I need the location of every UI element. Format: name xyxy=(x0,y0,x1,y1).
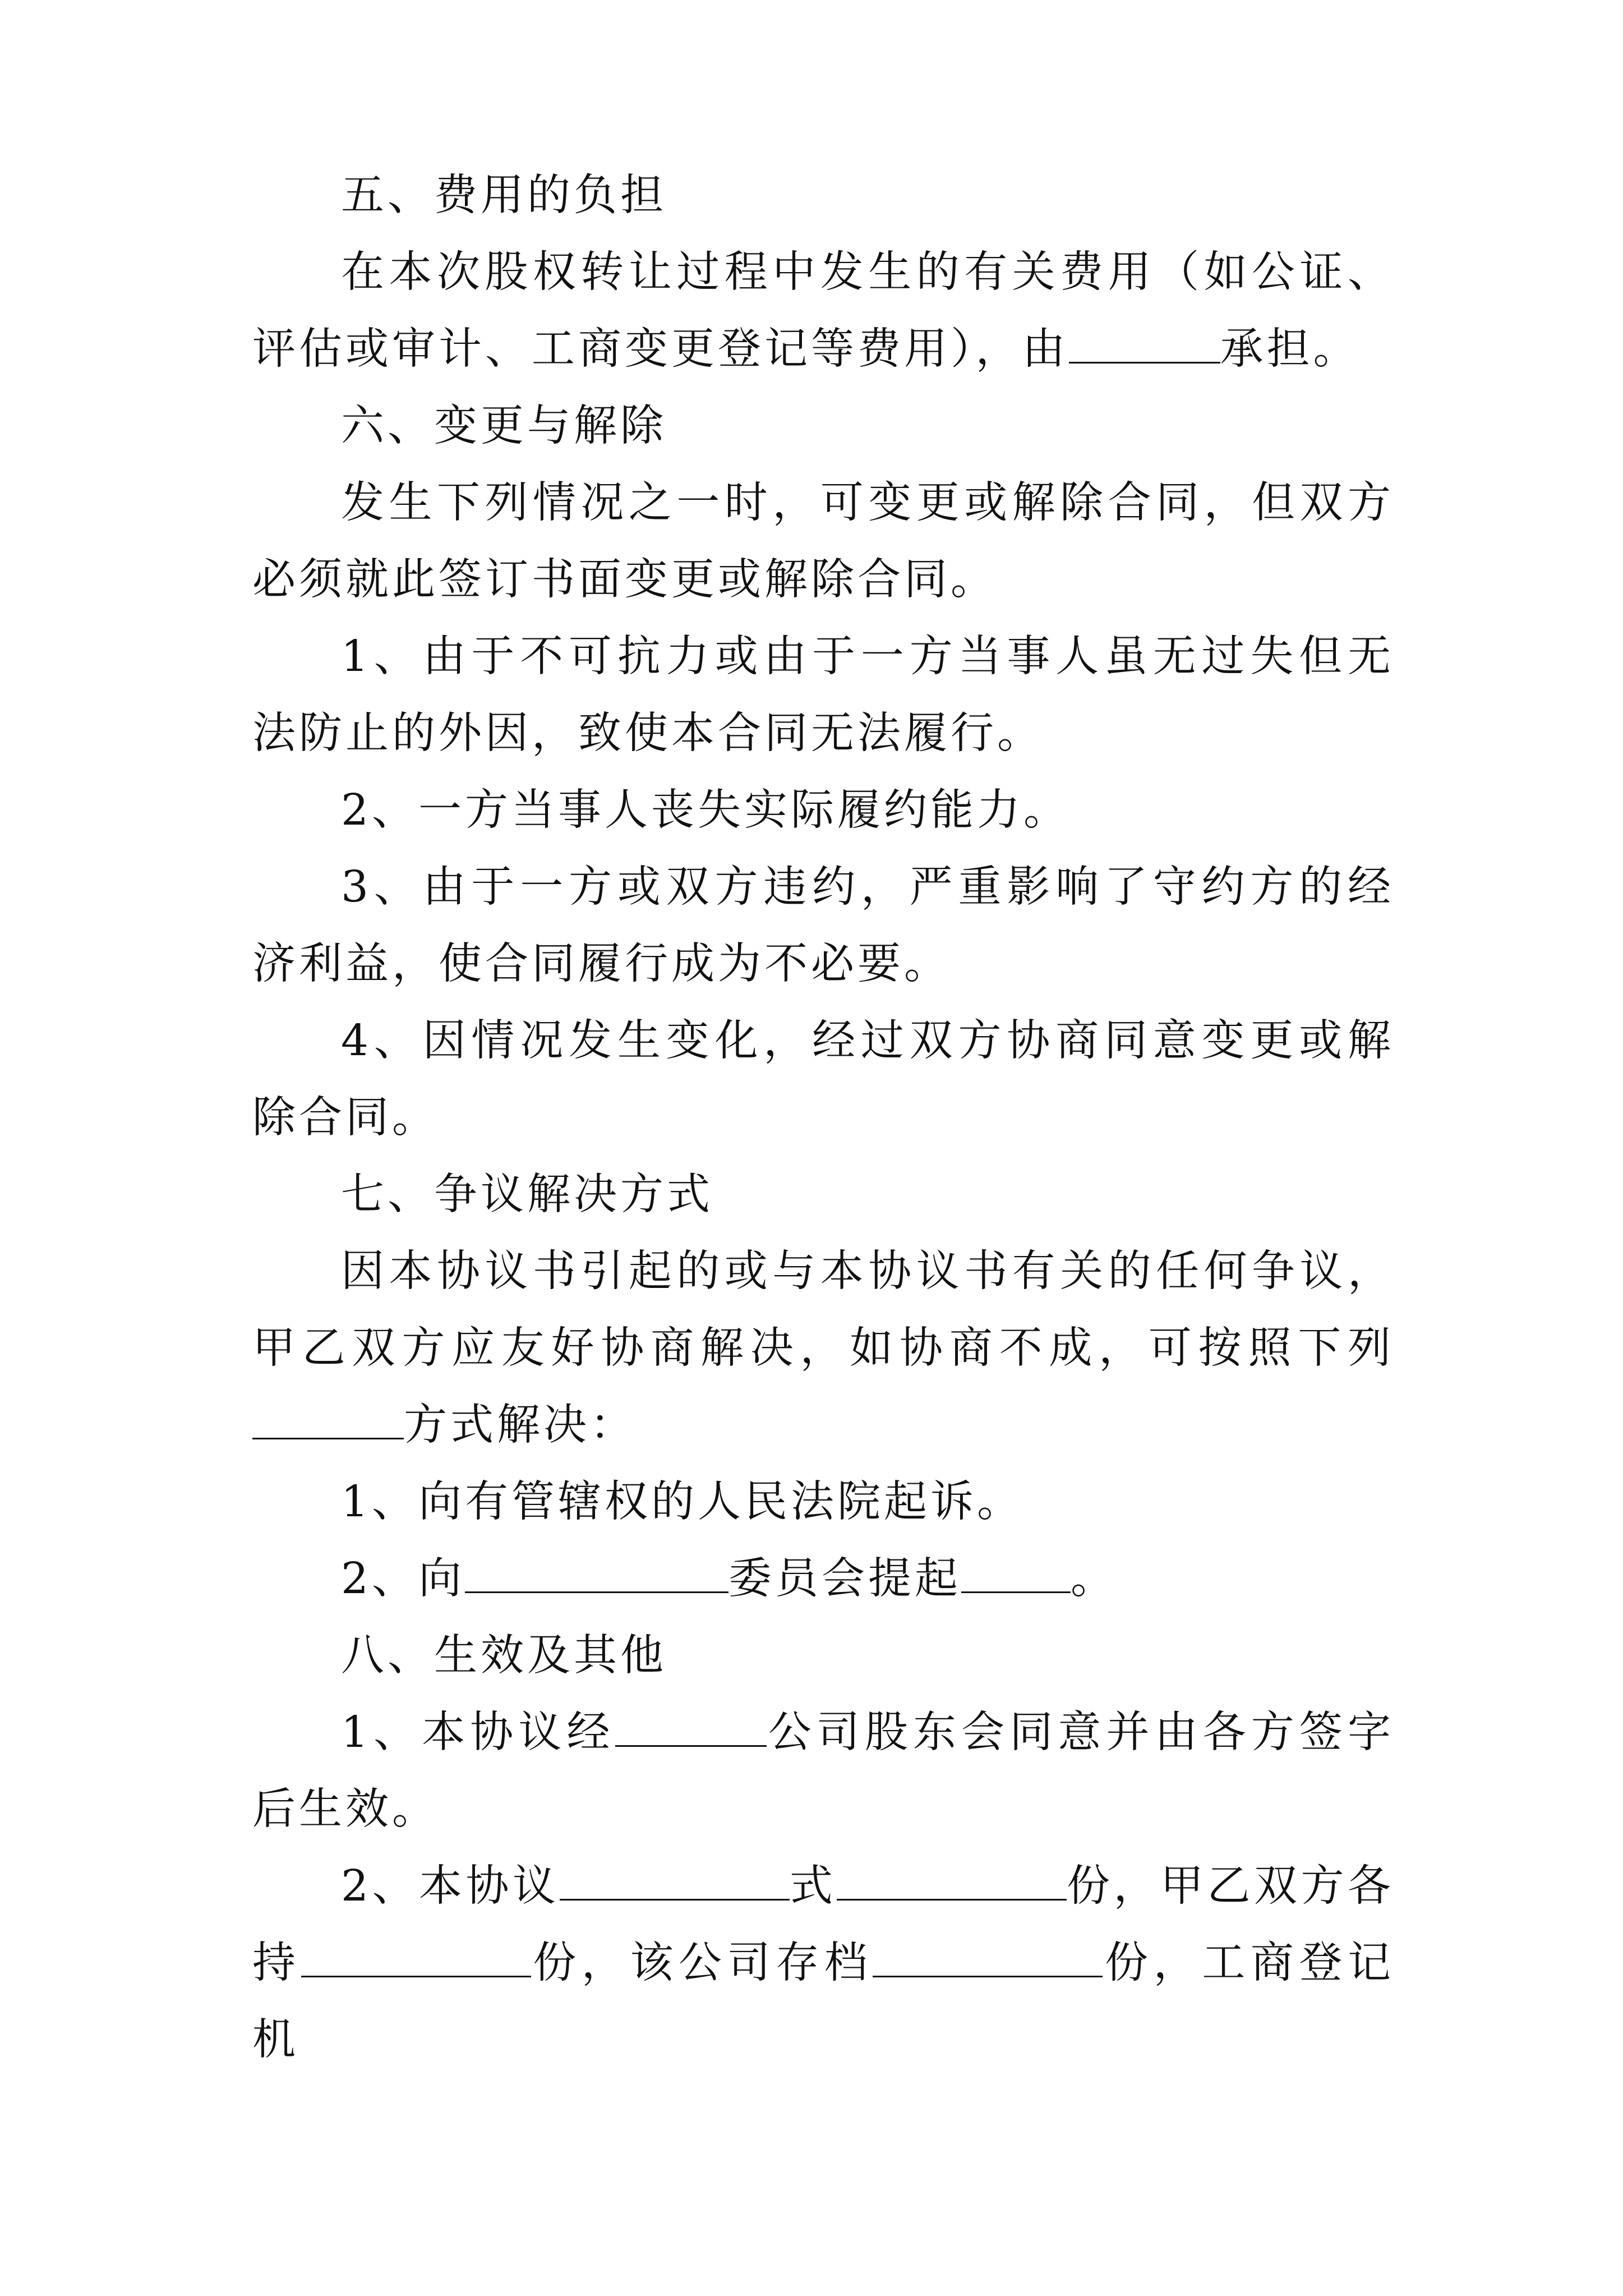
dispute-option-2 xyxy=(252,1540,1394,1617)
text-segment: 在本次股权转让过程中发生的有关费用（如公证、评估或审计、工商变更登记等费用），由 xyxy=(252,247,1394,374)
text-segment: 1、本协议经 xyxy=(341,1708,615,1757)
section-heading-fees: 五、费用的负担 xyxy=(341,171,667,220)
text-segment: 方式解决： xyxy=(404,1400,637,1450)
blank-field xyxy=(301,1935,531,1977)
blank-field xyxy=(465,1551,728,1593)
text-segment: 。 xyxy=(1071,1554,1117,1604)
blank-field xyxy=(1069,321,1220,364)
section-heading-effectiveness: 八、生效及其他 xyxy=(341,1631,667,1681)
text-segment: 份，该公司存档 xyxy=(531,1938,873,1988)
list-item-4: 4、因情况发生变化，经过双方协商同意变更或解除合同。 xyxy=(252,1016,1394,1143)
blank-field xyxy=(560,1858,790,1901)
text-segment: 因本协议书引起的或与本协议书有关的任何争议，甲乙双方应友好协商解决，如协商不成，可按照下列 xyxy=(252,1246,1394,1373)
text-segment: 委员会提起 xyxy=(728,1554,961,1604)
effectiveness-item-2 xyxy=(252,1848,1394,2078)
text-segment: 承担。 xyxy=(1220,324,1360,374)
text-segment: 2、本协议 xyxy=(341,1861,560,1911)
blank-field xyxy=(873,1935,1103,1977)
blank-field xyxy=(961,1551,1071,1593)
text-segment: 份，工商登记机 xyxy=(252,1938,1395,2065)
paragraph-dispute xyxy=(252,1233,1394,1464)
text-segment: 式 xyxy=(789,1861,837,1911)
blank-field xyxy=(615,1705,767,1747)
document-page xyxy=(252,157,1394,2078)
section-heading-dispute: 七、争议解决方式 xyxy=(341,1170,713,1220)
list-item-1: 1、由于不可抗力或由于一方当事人虽无过失但无法防止的外因，致使本合同无法履行。 xyxy=(252,632,1394,758)
list-item-3: 3、由于一方或双方违约，严重影响了守约方的经济利益，使合同履行成为不必要。 xyxy=(252,862,1394,989)
dispute-option-1: 1、向有管辖权的人民法院起诉。 xyxy=(341,1477,1023,1527)
list-item-2: 2、一方当事人丧失实际履约能力。 xyxy=(341,785,1070,835)
paragraph-change-intro: 发生下列情况之一时，可变更或解除合同，但双方必须就此签订书面变更或解除合同。 xyxy=(252,478,1394,605)
effectiveness-item-1 xyxy=(252,1694,1394,1848)
blank-field xyxy=(837,1858,1067,1901)
section-heading-change-termination: 六、变更与解除 xyxy=(341,401,667,451)
paragraph-fees xyxy=(252,234,1394,388)
blank-field xyxy=(252,1397,404,1439)
text-segment: 公司股东会同意并由各方签字后生效。 xyxy=(252,1708,1394,1834)
text-segment: 份，甲乙双方各持 xyxy=(252,1861,1394,1988)
text-segment: 2、向 xyxy=(341,1554,465,1604)
